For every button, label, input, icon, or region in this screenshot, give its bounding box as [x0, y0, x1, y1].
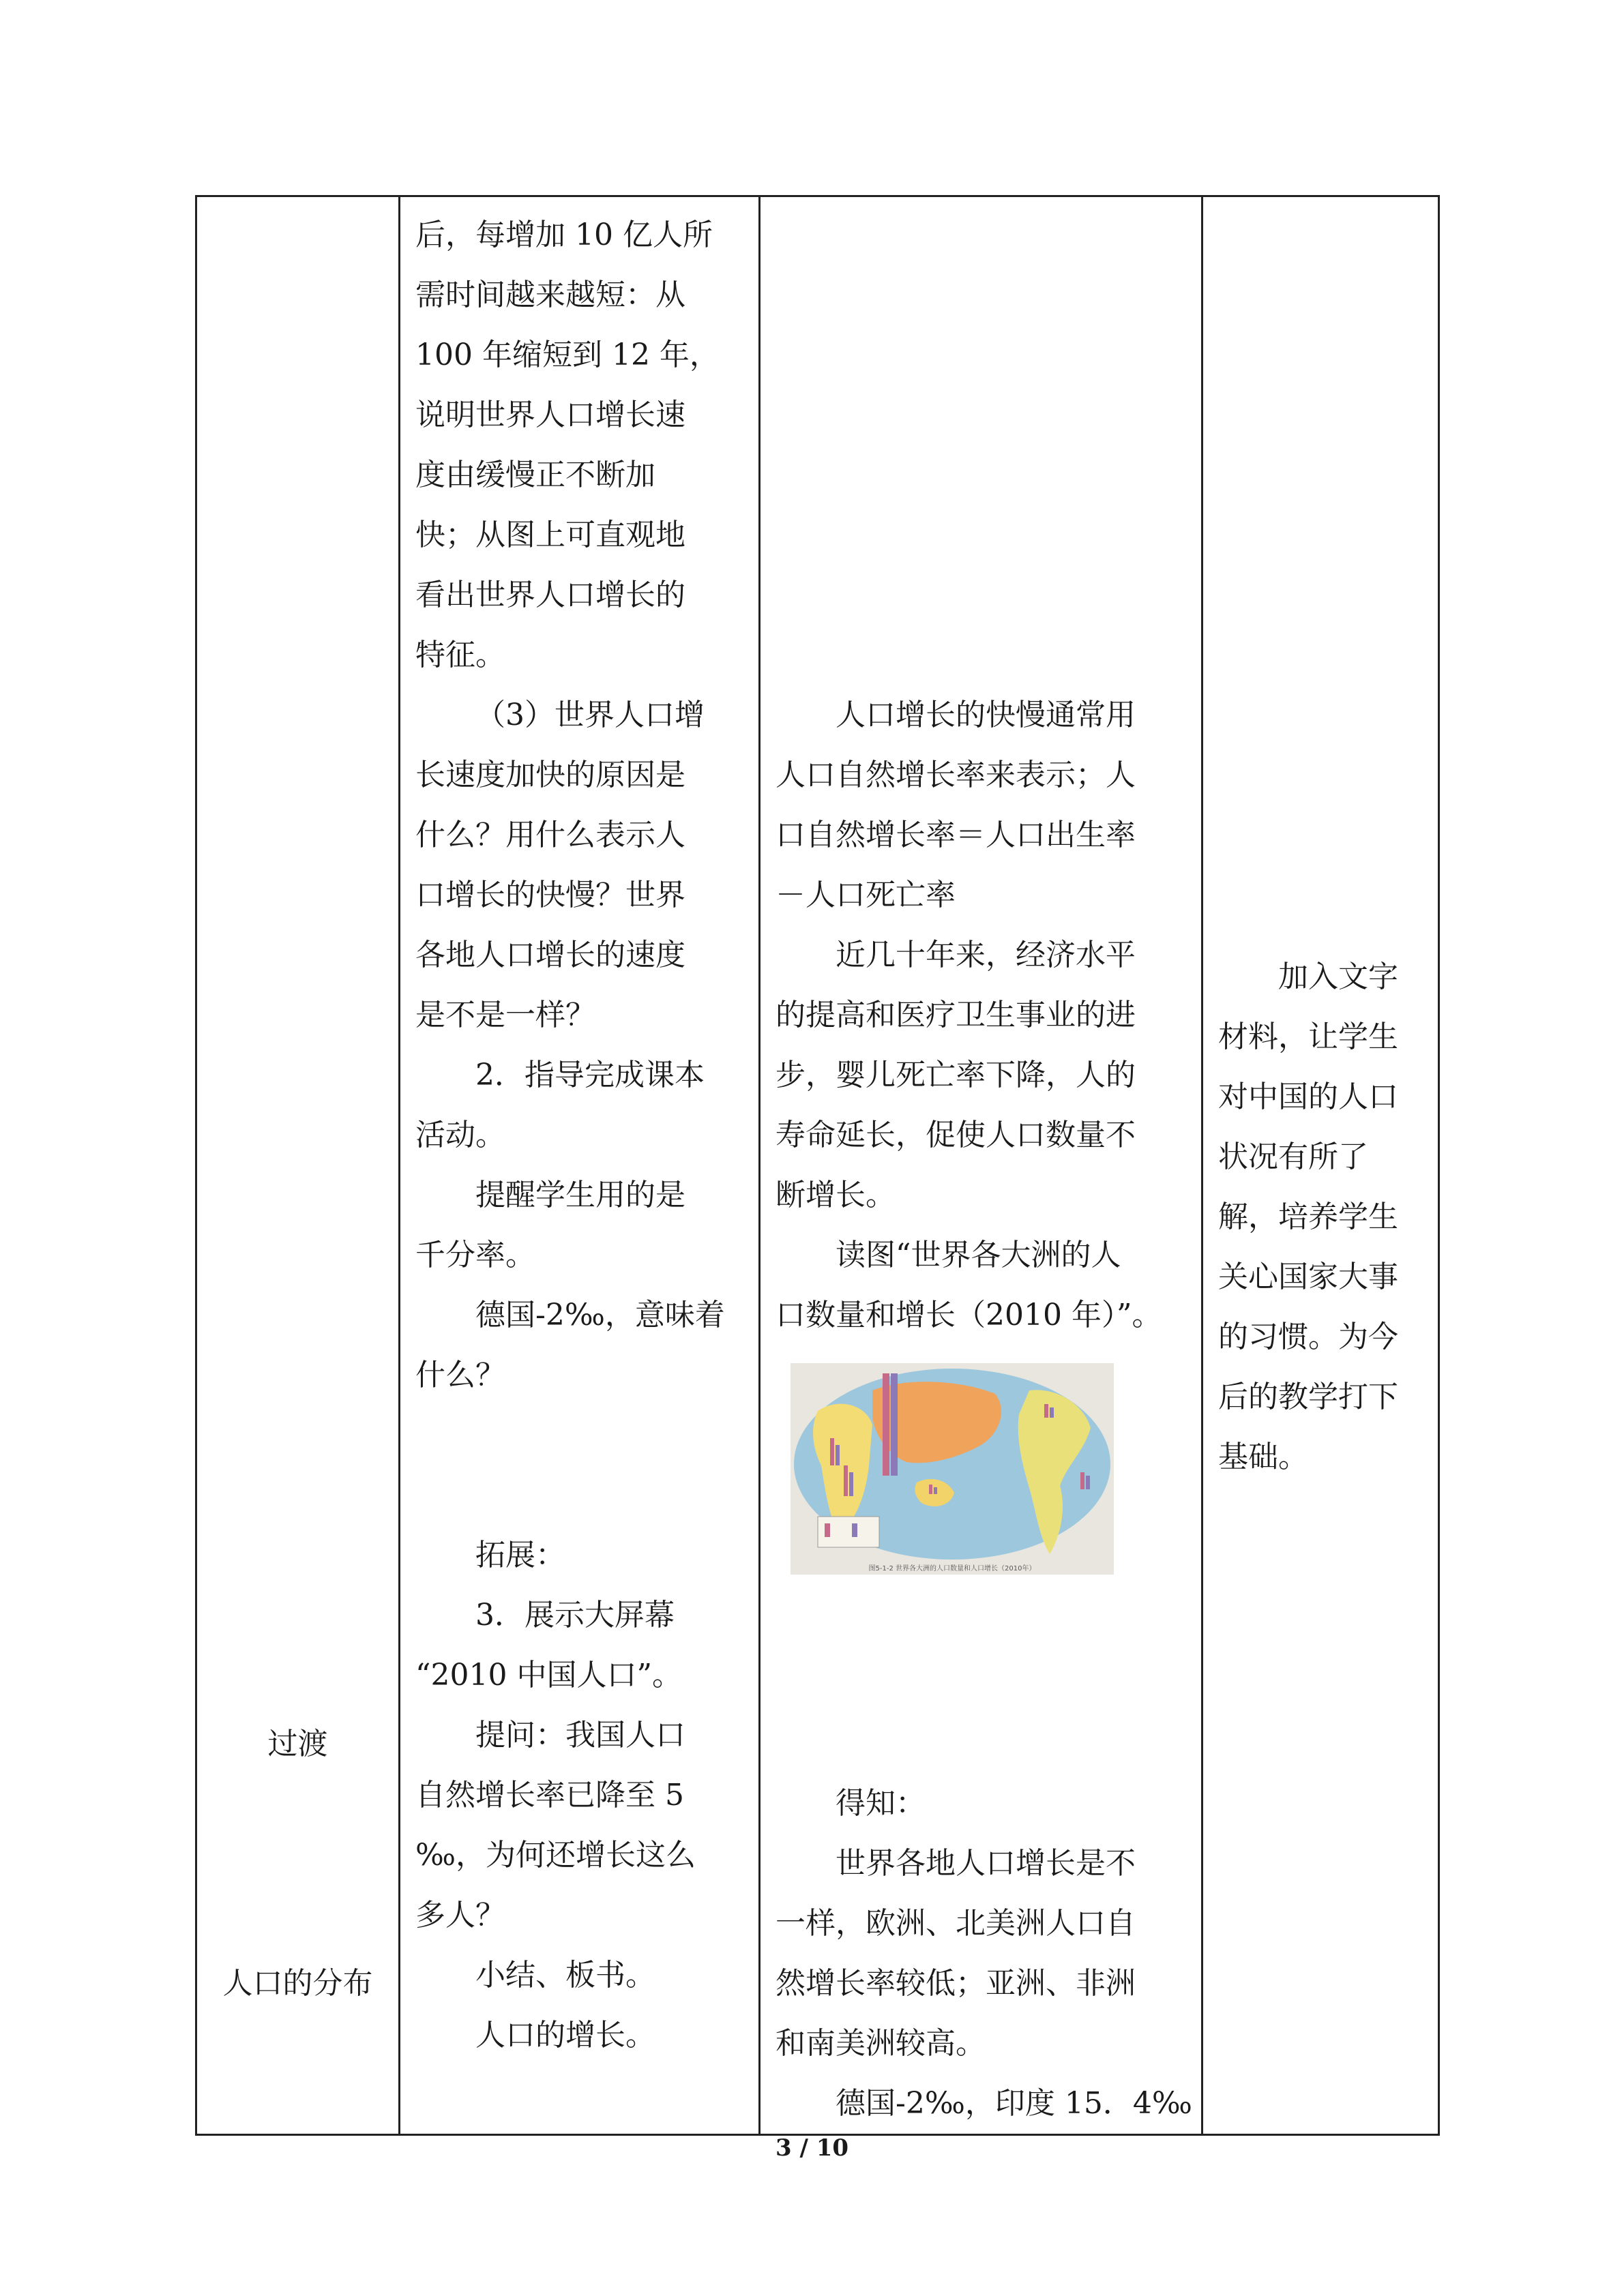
ask-line: 提问：我国人口 — [475, 1718, 685, 1753]
summary-line: 小结、板书。 — [475, 1958, 655, 1993]
stage-label-distribution: 人口的分布 — [222, 1966, 373, 2001]
ask-line: 多人？ — [415, 1898, 505, 1933]
spacer — [776, 1714, 1201, 1774]
question-3-line: 口增长的快慢？世界 — [415, 878, 685, 912]
germany-india-line: 德国-2‰，印度 15．4‰ — [836, 2086, 1192, 2121]
world-population-map-image — [791, 1363, 1114, 1575]
ask-line: ‰，为何还增长这么 — [415, 1838, 696, 1873]
page-number: 3 / 10 — [775, 2134, 849, 2162]
rate-line: 人口自然增长率来表示；人 — [776, 758, 1136, 792]
spacer — [776, 1594, 1201, 1654]
germany-question-line: 德国-2‰，意味着 — [475, 1298, 725, 1332]
intent-line: 状况有所了 — [1218, 1139, 1368, 1174]
intent-line: 后的教学打下 — [1218, 1380, 1398, 1414]
conclude-line: 和南美洲较高。 — [776, 2026, 986, 2061]
text-line: 说明世界人口增长速 — [415, 398, 685, 432]
map-legend-swatch — [825, 1523, 830, 1537]
map-caption: 图5-1-2 世界各大洲的人口数量和人口增长（2010年） — [868, 1565, 1036, 1572]
spacer — [415, 1405, 758, 1465]
stage-column — [196, 196, 400, 2135]
map-bar-birth — [883, 1373, 889, 1476]
conclude-line: 然增长率较低；亚洲、非洲 — [776, 1966, 1136, 2001]
text-line: 后，每增加 10 亿人所 — [415, 218, 713, 252]
ask-line: 自然增长率已降至 5 — [415, 1778, 684, 1813]
text-line: 特征。 — [415, 638, 505, 672]
decades-line: 近几十年来，经济水平 — [836, 938, 1136, 972]
growth-line: 人口的增长。 — [475, 2018, 655, 2053]
step-3-line: 3．展示大屏幕 — [475, 1598, 675, 1632]
decades-line: 寿命延长，促使人口数量不 — [776, 1118, 1136, 1152]
intent-line: 基础。 — [1218, 1440, 1308, 1474]
intent-line: 关心国家大事 — [1218, 1259, 1398, 1294]
design-intent-column — [1202, 196, 1439, 2135]
read-map-line: 读图“世界各大洲的人 — [836, 1238, 1121, 1272]
map-bar-population — [934, 1487, 937, 1494]
stage-label-transition: 过渡 — [267, 1727, 328, 1761]
map-bar-birth — [929, 1485, 932, 1494]
teacher-activity-content — [400, 197, 758, 2066]
decades-line: 断增长。 — [776, 1178, 896, 1212]
question-3-line: 长速度加快的原因是 — [415, 758, 685, 792]
conclude-line: 一样，欧洲、北美洲人口自 — [776, 1906, 1136, 1941]
text-line: 看出世界人口增长的 — [415, 578, 685, 612]
map-bar-birth — [844, 1465, 848, 1496]
reminder-line: 提醒学生用的是 — [475, 1178, 685, 1212]
conclude-line: 世界各地人口增长是不 — [836, 1846, 1136, 1881]
reminder-line: 千分率。 — [415, 1238, 535, 1272]
intent-line: 加入文字 — [1278, 959, 1398, 994]
conclude-label: 得知： — [836, 1786, 926, 1821]
expand-label: 拓展： — [475, 1538, 565, 1572]
lesson-plan-table — [195, 195, 1440, 2136]
spacer — [776, 205, 1201, 685]
question-3-line: 什么？用什么表示人 — [415, 818, 685, 852]
question-3-line: 是不是一样？ — [415, 998, 595, 1032]
intent-line: 的习惯。为今 — [1218, 1320, 1398, 1354]
rate-line: 人口增长的快慢通常用 — [836, 698, 1136, 732]
map-bar-birth — [1044, 1404, 1048, 1418]
step-2-line: 2．指导完成课本 — [475, 1058, 705, 1092]
spacer — [776, 1654, 1201, 1714]
rate-line: 口自然增长率＝人口出生率 — [776, 818, 1136, 852]
map-bar-birth — [830, 1438, 834, 1465]
text-line: 100 年缩短到 12 年， — [415, 338, 720, 372]
student-activity-column — [760, 196, 1202, 2135]
map-legend-swatch — [852, 1523, 857, 1537]
spacer — [415, 1465, 758, 1525]
teacher-activity-column — [400, 196, 760, 2135]
text-line: 需时间越来越短：从 — [415, 278, 685, 312]
student-activity-content — [761, 197, 1201, 2134]
read-map-line: 口数量和增长（2010 年）”。 — [776, 1298, 1162, 1332]
map-bar-population — [849, 1472, 853, 1496]
map-bar-population — [1050, 1407, 1054, 1418]
intent-line: 材料，让学生 — [1218, 1019, 1398, 1054]
text-line: 度由缓慢正不断加 — [415, 458, 655, 492]
text-line: 快；从图上可直观地 — [415, 518, 685, 552]
intent-line: 解，培养学生 — [1218, 1199, 1398, 1234]
map-bar-population — [836, 1445, 840, 1465]
map-bar-population — [891, 1373, 898, 1476]
question-3-line: 各地人口增长的速度 — [415, 938, 685, 972]
question-3-line: （3）世界人口增 — [475, 698, 705, 732]
step-2-line: 活动。 — [415, 1118, 505, 1152]
decades-line: 的提高和医疗卫生事业的进 — [776, 998, 1136, 1032]
intent-line: 对中国的人口 — [1218, 1079, 1398, 1114]
step-3-line: “2010 中国人口”。 — [415, 1658, 682, 1693]
design-intent-content — [1203, 197, 1438, 1487]
decades-line: 步，婴儿死亡率下降，人的 — [776, 1058, 1136, 1092]
germany-question-line: 什么？ — [415, 1358, 505, 1392]
map-bar-birth — [1080, 1472, 1084, 1489]
rate-line: －人口死亡率 — [776, 878, 956, 912]
map-bar-population — [1086, 1476, 1090, 1489]
spacer — [1218, 197, 1438, 947]
